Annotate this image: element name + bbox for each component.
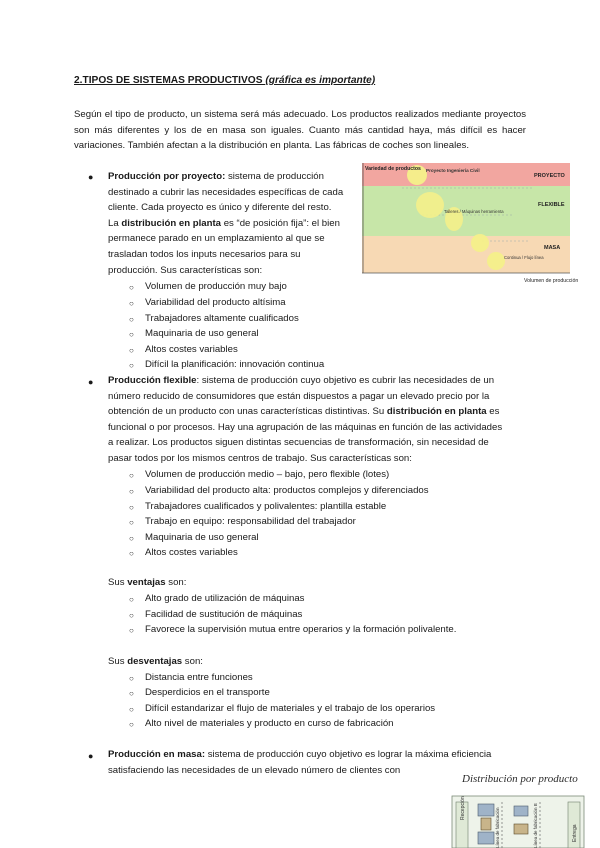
- sub-bullet: ○: [129, 626, 134, 635]
- section-heading: [74, 73, 375, 89]
- sub-bullet: ○: [129, 549, 134, 558]
- chart-point-label: Talleres / Máquinas herramienta: [444, 209, 504, 214]
- flexible-feature: Trabajadores cualificados y polivalentes: plantilla estable: [145, 501, 387, 512]
- flexible-line-2: obtención de un producto con unas características distintivas. Su: [108, 406, 387, 418]
- sub-bullet: ○: [129, 471, 134, 480]
- flexible-feature: Altos costes variables: [145, 547, 238, 558]
- flexible-feature: Maquinaria de uso general: [145, 532, 259, 543]
- desventaja-item: Distancia entre funciones: [145, 672, 253, 683]
- ventaja-item: Facilidad de sustitución de máquinas: [145, 609, 303, 620]
- sub-bullet: ○: [129, 315, 134, 324]
- proyecto-paragraph: [108, 169, 351, 278]
- desventajas-bold: desventajas: [127, 656, 183, 667]
- sub-bullet: ○: [129, 534, 134, 543]
- masa-line-1: satisfaciendo las necesidades de un elevado número de clientes con: [108, 764, 401, 776]
- proyecto-dist-label: distribución en planta: [121, 217, 222, 229]
- flexible-line-4: a realizar. Los productos siguen distintas secuencias de transformación, sin necesidad de: [108, 437, 489, 449]
- zone-label-proyecto: PROYECTO: [534, 173, 565, 179]
- proyecto-line-3: La: [108, 217, 122, 229]
- sub-bullet: ○: [129, 720, 134, 729]
- sub-bullet: ○: [129, 283, 134, 292]
- diagram-label: Entrega: [572, 824, 578, 842]
- flexible-feature: Trabajo en equipo: responsabilidad del trabajador: [145, 516, 356, 527]
- intro-paragraph: Según el tipo de producto, un sistema será más adecuado. Los productos realizados mediante proyectos son más diferentes y los de en masa son iguales. Cuanto más cantidad haya, más difícil es hacer variaciones. También afectan a la distribución en planta. Las fábricas de coches son lineales.: [74, 109, 526, 152]
- sub-bullet: ○: [129, 705, 134, 714]
- diagram-label: Línea de fabricación B: [533, 803, 538, 848]
- flexible-title: Producción flexible: [108, 375, 197, 386]
- diagram-label: Línea de fabricación: [495, 807, 500, 848]
- sub-bullet: ○: [129, 518, 134, 527]
- chart-point-label: Proyecto Ingeniería Civil: [426, 168, 480, 173]
- flexible-paragraph: [108, 373, 526, 467]
- flexible-line-1: número reducido de consumidores que están dispuestos a pagar un elevado precio por la: [108, 390, 490, 402]
- flexible-line-5: pasar todos por los mismos centros de trabajo. Sus características son:: [108, 452, 412, 464]
- proyecto-line-4: permanece parado en un emplazamiento al que se: [108, 233, 325, 245]
- desventaja-item: Alto nivel de materiales y producto en curso de fabricación: [145, 718, 394, 729]
- diagram-drawing: [448, 772, 588, 848]
- section-heading-note: (gráfica es importante): [265, 75, 376, 86]
- ventajas-bold: ventajas: [127, 577, 166, 588]
- proyecto-feature: Trabajadores altamente cualificados: [145, 313, 299, 324]
- sub-bullet: ○: [129, 346, 134, 355]
- chart-bubble: [471, 234, 489, 252]
- desventaja-item: Desperdicios en el transporte: [145, 687, 270, 698]
- sub-bullet: ○: [129, 330, 134, 339]
- zone-label-flexible: FLEXIBLE: [538, 202, 565, 208]
- proyecto-feature: Maquinaria de uso general: [145, 328, 259, 339]
- flexible-line-0: : sistema de producción cuyo objetivo es cubrir las necesidades de un: [196, 375, 495, 386]
- proyecto-line-0: sistema de producción: [225, 171, 324, 182]
- sub-bullet: ○: [129, 487, 134, 496]
- desventajas-label: Sus desventajas son:: [108, 656, 203, 667]
- chart-y-label: Variedad de productos: [365, 166, 421, 172]
- proyecto-line-6: producción. Sus características son:: [108, 264, 263, 276]
- sub-bullet: ○: [129, 689, 134, 698]
- flexible-line-3: funcional o por procesos. Hay una agrupación de las máquinas en función de las actividades: [108, 421, 503, 433]
- distribucion-producto-diagram: [448, 772, 588, 848]
- desventaja-item: Difícil estandarizar el flujo de materiales y el trabajo de los operarios: [145, 703, 436, 714]
- bullet-flexible: ●: [88, 377, 94, 387]
- section-heading-main: 2.TIPOS DE SISTEMAS PRODUCTIVOS: [74, 75, 263, 86]
- diagram-title: Distribución por producto: [462, 773, 578, 785]
- production-systems-chart: [362, 163, 579, 287]
- proyecto-line-2: cliente. Cada proyecto es único y diferente del resto.: [108, 202, 332, 214]
- bullet-proyecto: ●: [88, 172, 94, 182]
- proyecto-line-1: destinado a cubrir las necesidades específicas de cada: [108, 186, 344, 198]
- proyecto-feature: Volumen de producción muy bajo: [145, 281, 287, 292]
- diagram-label: Recepción: [460, 796, 466, 820]
- sub-bullet: ○: [129, 503, 134, 512]
- bullet-masa: ●: [88, 751, 94, 761]
- ventaja-item: Alto grado de utilización de máquinas: [145, 593, 305, 604]
- masa-line-0: sistema de producción cuyo objetivo es lograr la máxima eficiencia: [205, 749, 492, 760]
- proyecto-feature: Altos costes variables: [145, 344, 238, 355]
- proyecto-feature: Difícil la planificación: innovación continua: [145, 359, 325, 370]
- sub-bullet: ○: [129, 299, 134, 308]
- sub-bullet: ○: [129, 595, 134, 604]
- chart-bubble: [416, 192, 444, 218]
- sub-bullet: ○: [129, 611, 134, 620]
- sub-bullet: ○: [129, 674, 134, 683]
- chart-point-label: Continua / Flujo línea: [504, 255, 544, 260]
- sub-bullet: ○: [129, 361, 134, 370]
- proyecto-title: Producción por proyecto:: [108, 171, 226, 182]
- chart-x-label: Volumen de producción: [524, 278, 579, 284]
- flexible-feature: Variabilidad del producto alta: productos complejos y diferenciados: [145, 485, 429, 496]
- ventaja-item: Favorece la supervisión mutua entre operarios y la formación polivalente.: [145, 624, 457, 635]
- proyecto-dist-rest: es “de posición fija”: el bien: [221, 217, 340, 229]
- chart-bubble: [487, 252, 505, 270]
- ventajas-label: Sus ventajas son:: [108, 577, 187, 588]
- flexible-dist-rest: es: [486, 406, 500, 418]
- proyecto-feature: Variabilidad del producto altísima: [145, 297, 286, 308]
- masa-title: Producción en masa:: [108, 749, 206, 760]
- flexible-dist-label: distribución en planta: [386, 406, 487, 418]
- flexible-feature: Volumen de producción medio – bajo, pero flexible (lotes): [145, 469, 390, 480]
- zone-label-masa: MASA: [544, 245, 561, 251]
- proyecto-line-5: trasladan todos los inputs necesarios para su: [108, 248, 301, 260]
